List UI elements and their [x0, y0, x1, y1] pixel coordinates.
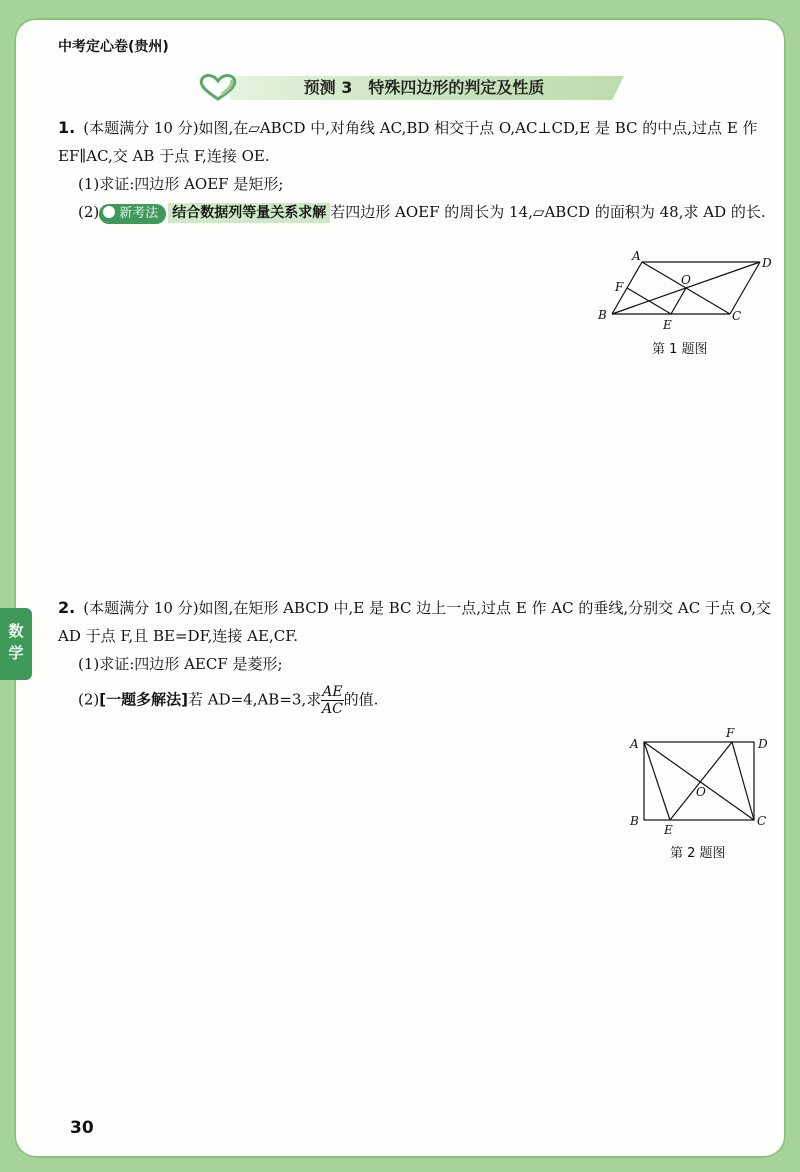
- fraction-numerator: AE: [322, 684, 343, 700]
- label-f: F: [615, 280, 624, 294]
- question-part-2-prefix: (2): [78, 203, 100, 221]
- label-d: D: [758, 737, 768, 751]
- question-1: [58, 114, 773, 226]
- label-e: E: [663, 318, 672, 332]
- label-c: C: [757, 814, 767, 828]
- question-part-1: (1)求证:四边形 AECF 是菱形;: [78, 655, 283, 673]
- line-ef: [670, 742, 732, 820]
- question-number: 2.: [58, 598, 76, 617]
- figure-2: [626, 728, 776, 838]
- question-part-2-prefix: (2): [78, 690, 100, 709]
- question-part-1: (1)求证:四边形 AOEF 是矩形;: [78, 175, 284, 193]
- label-o: O: [681, 273, 691, 287]
- line-ae: [644, 742, 670, 820]
- fraction-denominator: AC: [321, 701, 343, 717]
- figure-2-caption: 第 2 题图: [670, 846, 726, 861]
- lightbulb-icon: [103, 206, 115, 218]
- label-o: O: [696, 785, 706, 799]
- section-banner: [196, 72, 624, 102]
- method-highlight: 结合数据列等量关系求解: [168, 203, 330, 223]
- label-f: F: [726, 728, 735, 740]
- fraction-ae-ac: [321, 684, 343, 717]
- side-tab-char: 学: [8, 644, 24, 662]
- label-e: E: [664, 823, 673, 837]
- side-tab-char: 数: [8, 622, 24, 640]
- label-a: A: [630, 737, 639, 751]
- line-cf: [732, 742, 754, 820]
- multi-solution-tag: [一题多解法]: [99, 690, 188, 709]
- new-method-label: 新考法: [119, 206, 159, 221]
- label-a: A: [632, 249, 641, 263]
- label-d: D: [762, 256, 772, 270]
- page-number: 30: [70, 1118, 94, 1138]
- line-ef: [627, 288, 671, 314]
- new-method-tag: [99, 204, 166, 224]
- question-part-2-text: 若 AD=4,AB=3,求: [187, 690, 322, 709]
- line-ac: [644, 742, 754, 820]
- label-b: B: [630, 814, 639, 828]
- question-2: [58, 594, 773, 717]
- figure-1-caption: 第 1 题图: [652, 342, 708, 357]
- question-part-2-text: 若四边形 AOEF 的周长为 14,▱ABCD 的面积为 48,求 AD 的长.: [330, 203, 766, 221]
- label-b: B: [598, 308, 607, 322]
- question-intro: (本题满分 10 分)如图,在▱ABCD 中,对角线 AC,BD 相交于点 O,AC⊥CD,E 是 BC 的中点,过点 E 作 EF∥AC,交 AB 于点 F,连接 OE.: [58, 119, 758, 165]
- question-part-2-tail: 的值.: [343, 690, 379, 709]
- figure-1: [592, 248, 782, 338]
- subject-side-tab: [0, 608, 32, 680]
- line-cd: [730, 262, 760, 314]
- section-title: 预测 3 特殊四边形的判定及性质: [303, 78, 545, 97]
- label-c: C: [732, 309, 742, 323]
- book-header: 中考定心卷(贵州): [58, 39, 169, 55]
- question-intro: (本题满分 10 分)如图,在矩形 ABCD 中,E 是 BC 边上一点,过点 E 作 AC 的垂线,分别交 AC 于点 O,交 AD 于点 F,且 BE=DF,连接 AE,CF.: [58, 599, 771, 645]
- question-number: 1.: [58, 118, 76, 137]
